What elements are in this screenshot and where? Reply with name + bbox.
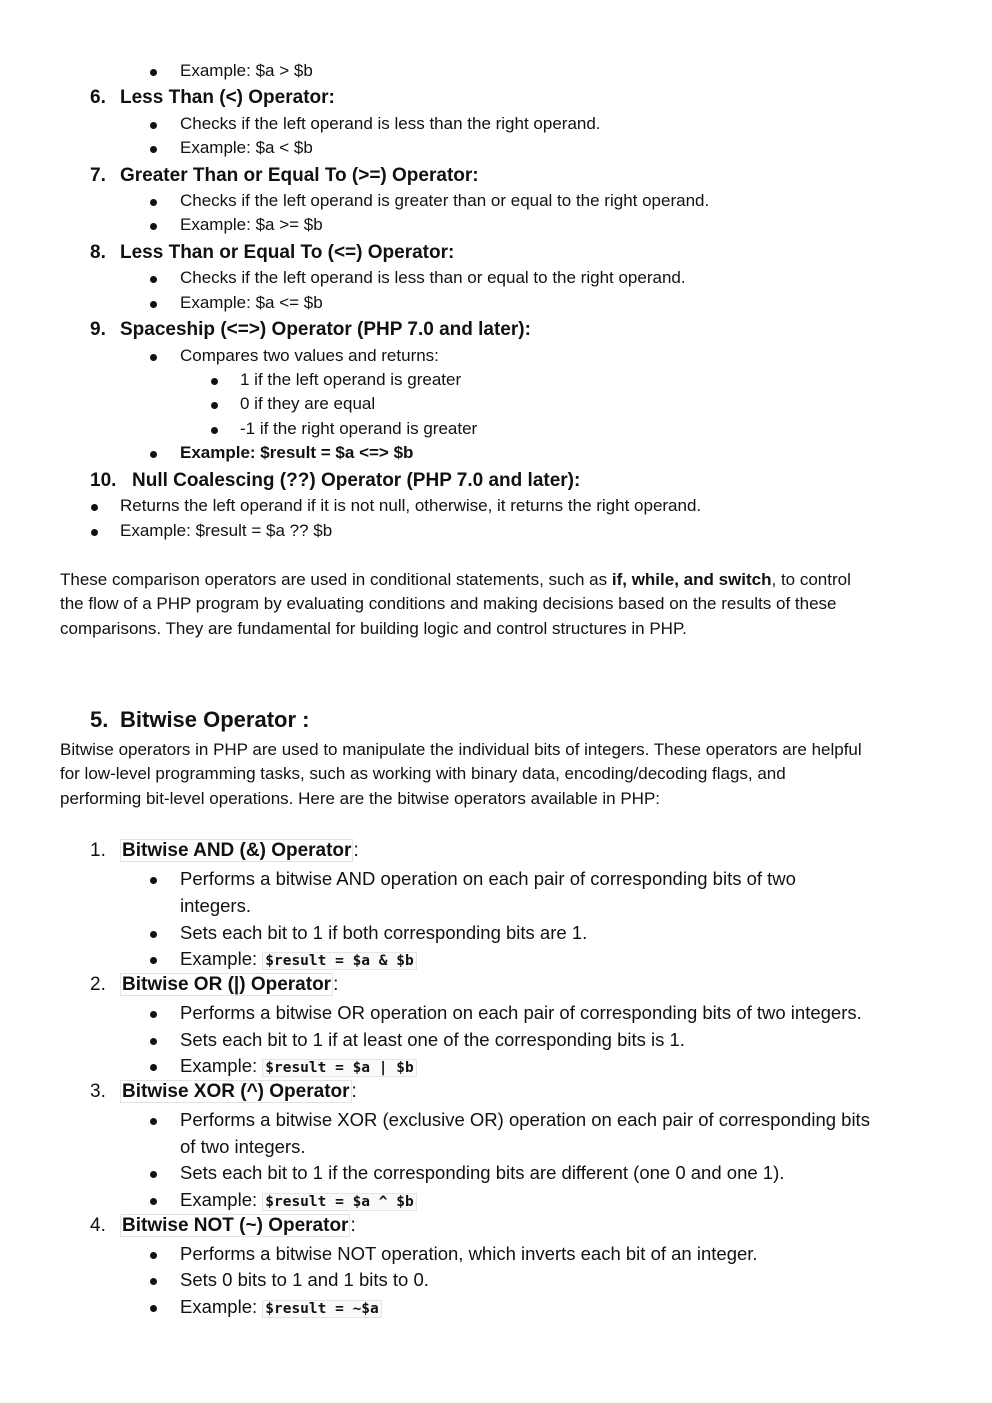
- bullet: [150, 1252, 157, 1259]
- item7-example: Example: $a >= $b: [180, 215, 323, 234]
- colon: :: [351, 1081, 357, 1102]
- item6-number: 6.: [90, 87, 106, 108]
- bullet: [150, 146, 157, 153]
- summary-keywords: if, while, and switch: [611, 570, 772, 589]
- example-label: Example:: [180, 1055, 263, 1076]
- item9-sub-1: 1 if the left operand is greater: [240, 370, 462, 389]
- bullet: [150, 1118, 157, 1125]
- item10-desc: Returns the left operand if it is not null, otherwise, it returns the right operand.: [120, 496, 702, 515]
- item7-number: 7.: [90, 165, 106, 186]
- bullet: [150, 122, 157, 129]
- item10-example: Example: $result = $a ?? $b: [120, 521, 333, 540]
- bullet: [150, 1198, 157, 1205]
- bitwise-item4-number: 4.: [90, 1215, 106, 1236]
- example-label: Example:: [180, 948, 263, 969]
- example-code: $result = $a & $b: [262, 952, 416, 970]
- bitwise-item3-line1: Performs a bitwise XOR (exclusive OR) operation on each pair of corresponding bits: [180, 1109, 870, 1130]
- bitwise-item3-title: Bitwise XOR (^) Operator: [122, 1081, 350, 1102]
- item6-example: Example: $a < $b: [180, 138, 313, 157]
- item6-title: Less Than (<) Operator:: [120, 87, 335, 108]
- section-number: 5.: [90, 707, 109, 732]
- item9-desc: Compares two values and returns:: [180, 346, 439, 365]
- bullet: [211, 378, 218, 385]
- bitwise-item2-line1: Performs a bitwise OR operation on each pair of corresponding bits of two integers.: [180, 1002, 862, 1023]
- item9-sub-2: 0 if they are equal: [240, 394, 376, 413]
- item10-title: Null Coalescing (??) Operator (PHP 7.0 and later):: [132, 470, 581, 491]
- bitwise-item1-heading: [120, 840, 359, 862]
- example-code: $result = $a ^ $b: [262, 1193, 416, 1211]
- item5-example: Example: $a > $b: [180, 61, 313, 80]
- bitwise-item3-heading: [120, 1081, 357, 1103]
- bitwise-item3-example: [180, 1189, 417, 1211]
- item7-title: Greater Than or Equal To (>=) Operator:: [120, 165, 479, 186]
- bitwise-item4-line2: Sets 0 bits to 1 and 1 bits to 0.: [180, 1269, 429, 1290]
- bullet: [150, 957, 157, 964]
- bullet: [150, 301, 157, 308]
- summary-text: These comparison operators are used in conditional statements, such as: [60, 570, 612, 589]
- bitwise-item1-number: 1.: [90, 840, 106, 861]
- item10-number: 10.: [90, 470, 117, 491]
- item8-title: Less Than or Equal To (<=) Operator:: [120, 242, 455, 263]
- intro-line-1: Bitwise operators in PHP are used to manipulate the individual bits of integers. These operators are helpful: [60, 740, 862, 759]
- item9-example: Example: $result = $a <=> $b: [180, 443, 414, 462]
- bullet: [91, 529, 98, 536]
- example-code: $result = ~$a: [262, 1300, 382, 1318]
- bitwise-item1-line3: Sets each bit to 1 if both corresponding bits are 1.: [180, 922, 588, 943]
- bullet: [150, 354, 157, 361]
- item9-title: Spaceship (<=>) Operator (PHP 7.0 and later):: [120, 319, 531, 340]
- item6-desc: Checks if the left operand is less than the right operand.: [180, 114, 601, 133]
- bitwise-item2-title: Bitwise OR (|) Operator: [122, 974, 332, 995]
- bitwise-item1-line2: integers.: [180, 895, 251, 916]
- bullet: [150, 276, 157, 283]
- bullet: [150, 199, 157, 206]
- bitwise-item3-number: 3.: [90, 1081, 106, 1102]
- colon: :: [350, 1215, 356, 1236]
- bitwise-item2-line2: Sets each bit to 1 if at least one of the corresponding bits is 1.: [180, 1029, 685, 1050]
- summary-line-3: comparisons. They are fundamental for building logic and control structures in PHP.: [60, 619, 687, 638]
- intro-line-3: performing bit-level operations. Here are the bitwise operators available in PHP:: [60, 789, 661, 808]
- item8-number: 8.: [90, 242, 106, 263]
- bullet: [150, 1011, 157, 1018]
- bullet: [150, 931, 157, 938]
- summary-text: , to control: [771, 570, 851, 589]
- bullet: [150, 69, 157, 76]
- bitwise-item4-example: [180, 1296, 382, 1318]
- bitwise-item3-line2: of two integers.: [180, 1136, 306, 1157]
- item9-number: 9.: [90, 319, 106, 340]
- summary-line-2: the flow of a PHP program by evaluating conditions and making decisions based on the results of these: [60, 594, 837, 613]
- summary-line-1: [60, 570, 851, 590]
- item8-example: Example: $a <= $b: [180, 293, 323, 312]
- bullet: [211, 402, 218, 409]
- example-label: Example:: [180, 1189, 263, 1210]
- bullet: [91, 504, 98, 511]
- intro-line-2: for low-level programming tasks, such as working with binary data, encoding/decoding flags, and: [60, 764, 786, 783]
- bullet: [150, 1305, 157, 1312]
- section-heading: Bitwise Operator :: [120, 707, 310, 732]
- bitwise-item3-line3: Sets each bit to 1 if the corresponding bits are different (one 0 and one 1).: [180, 1162, 785, 1183]
- bullet: [150, 1278, 157, 1285]
- bullet: [150, 223, 157, 230]
- item8-desc: Checks if the left operand is less than or equal to the right operand.: [180, 268, 686, 287]
- example-label: Example:: [180, 1296, 263, 1317]
- bullet: [150, 451, 157, 458]
- bitwise-item4-line1: Performs a bitwise NOT operation, which inverts each bit of an integer.: [180, 1243, 758, 1264]
- colon: :: [333, 974, 339, 995]
- example-code: $result = $a | $b: [262, 1059, 416, 1077]
- bitwise-item4-title: Bitwise NOT (~) Operator: [122, 1215, 349, 1236]
- colon: :: [353, 840, 359, 861]
- bitwise-item2-heading: [120, 974, 338, 996]
- bitwise-item4-heading: [120, 1215, 356, 1237]
- bitwise-item2-example: [180, 1055, 417, 1077]
- bullet: [150, 1171, 157, 1178]
- bullet: [150, 877, 157, 884]
- bitwise-item2-number: 2.: [90, 974, 106, 995]
- item9-sub-3: -1 if the right operand is greater: [240, 419, 478, 438]
- bullet: [150, 1064, 157, 1071]
- bitwise-item1-example: [180, 948, 417, 970]
- item7-desc: Checks if the left operand is greater than or equal to the right operand.: [180, 191, 710, 210]
- bullet: [150, 1038, 157, 1045]
- bitwise-item1-line1: Performs a bitwise AND operation on each pair of corresponding bits of two: [180, 868, 796, 889]
- bullet: [211, 427, 218, 434]
- bitwise-item1-title: Bitwise AND (&) Operator: [122, 840, 352, 861]
